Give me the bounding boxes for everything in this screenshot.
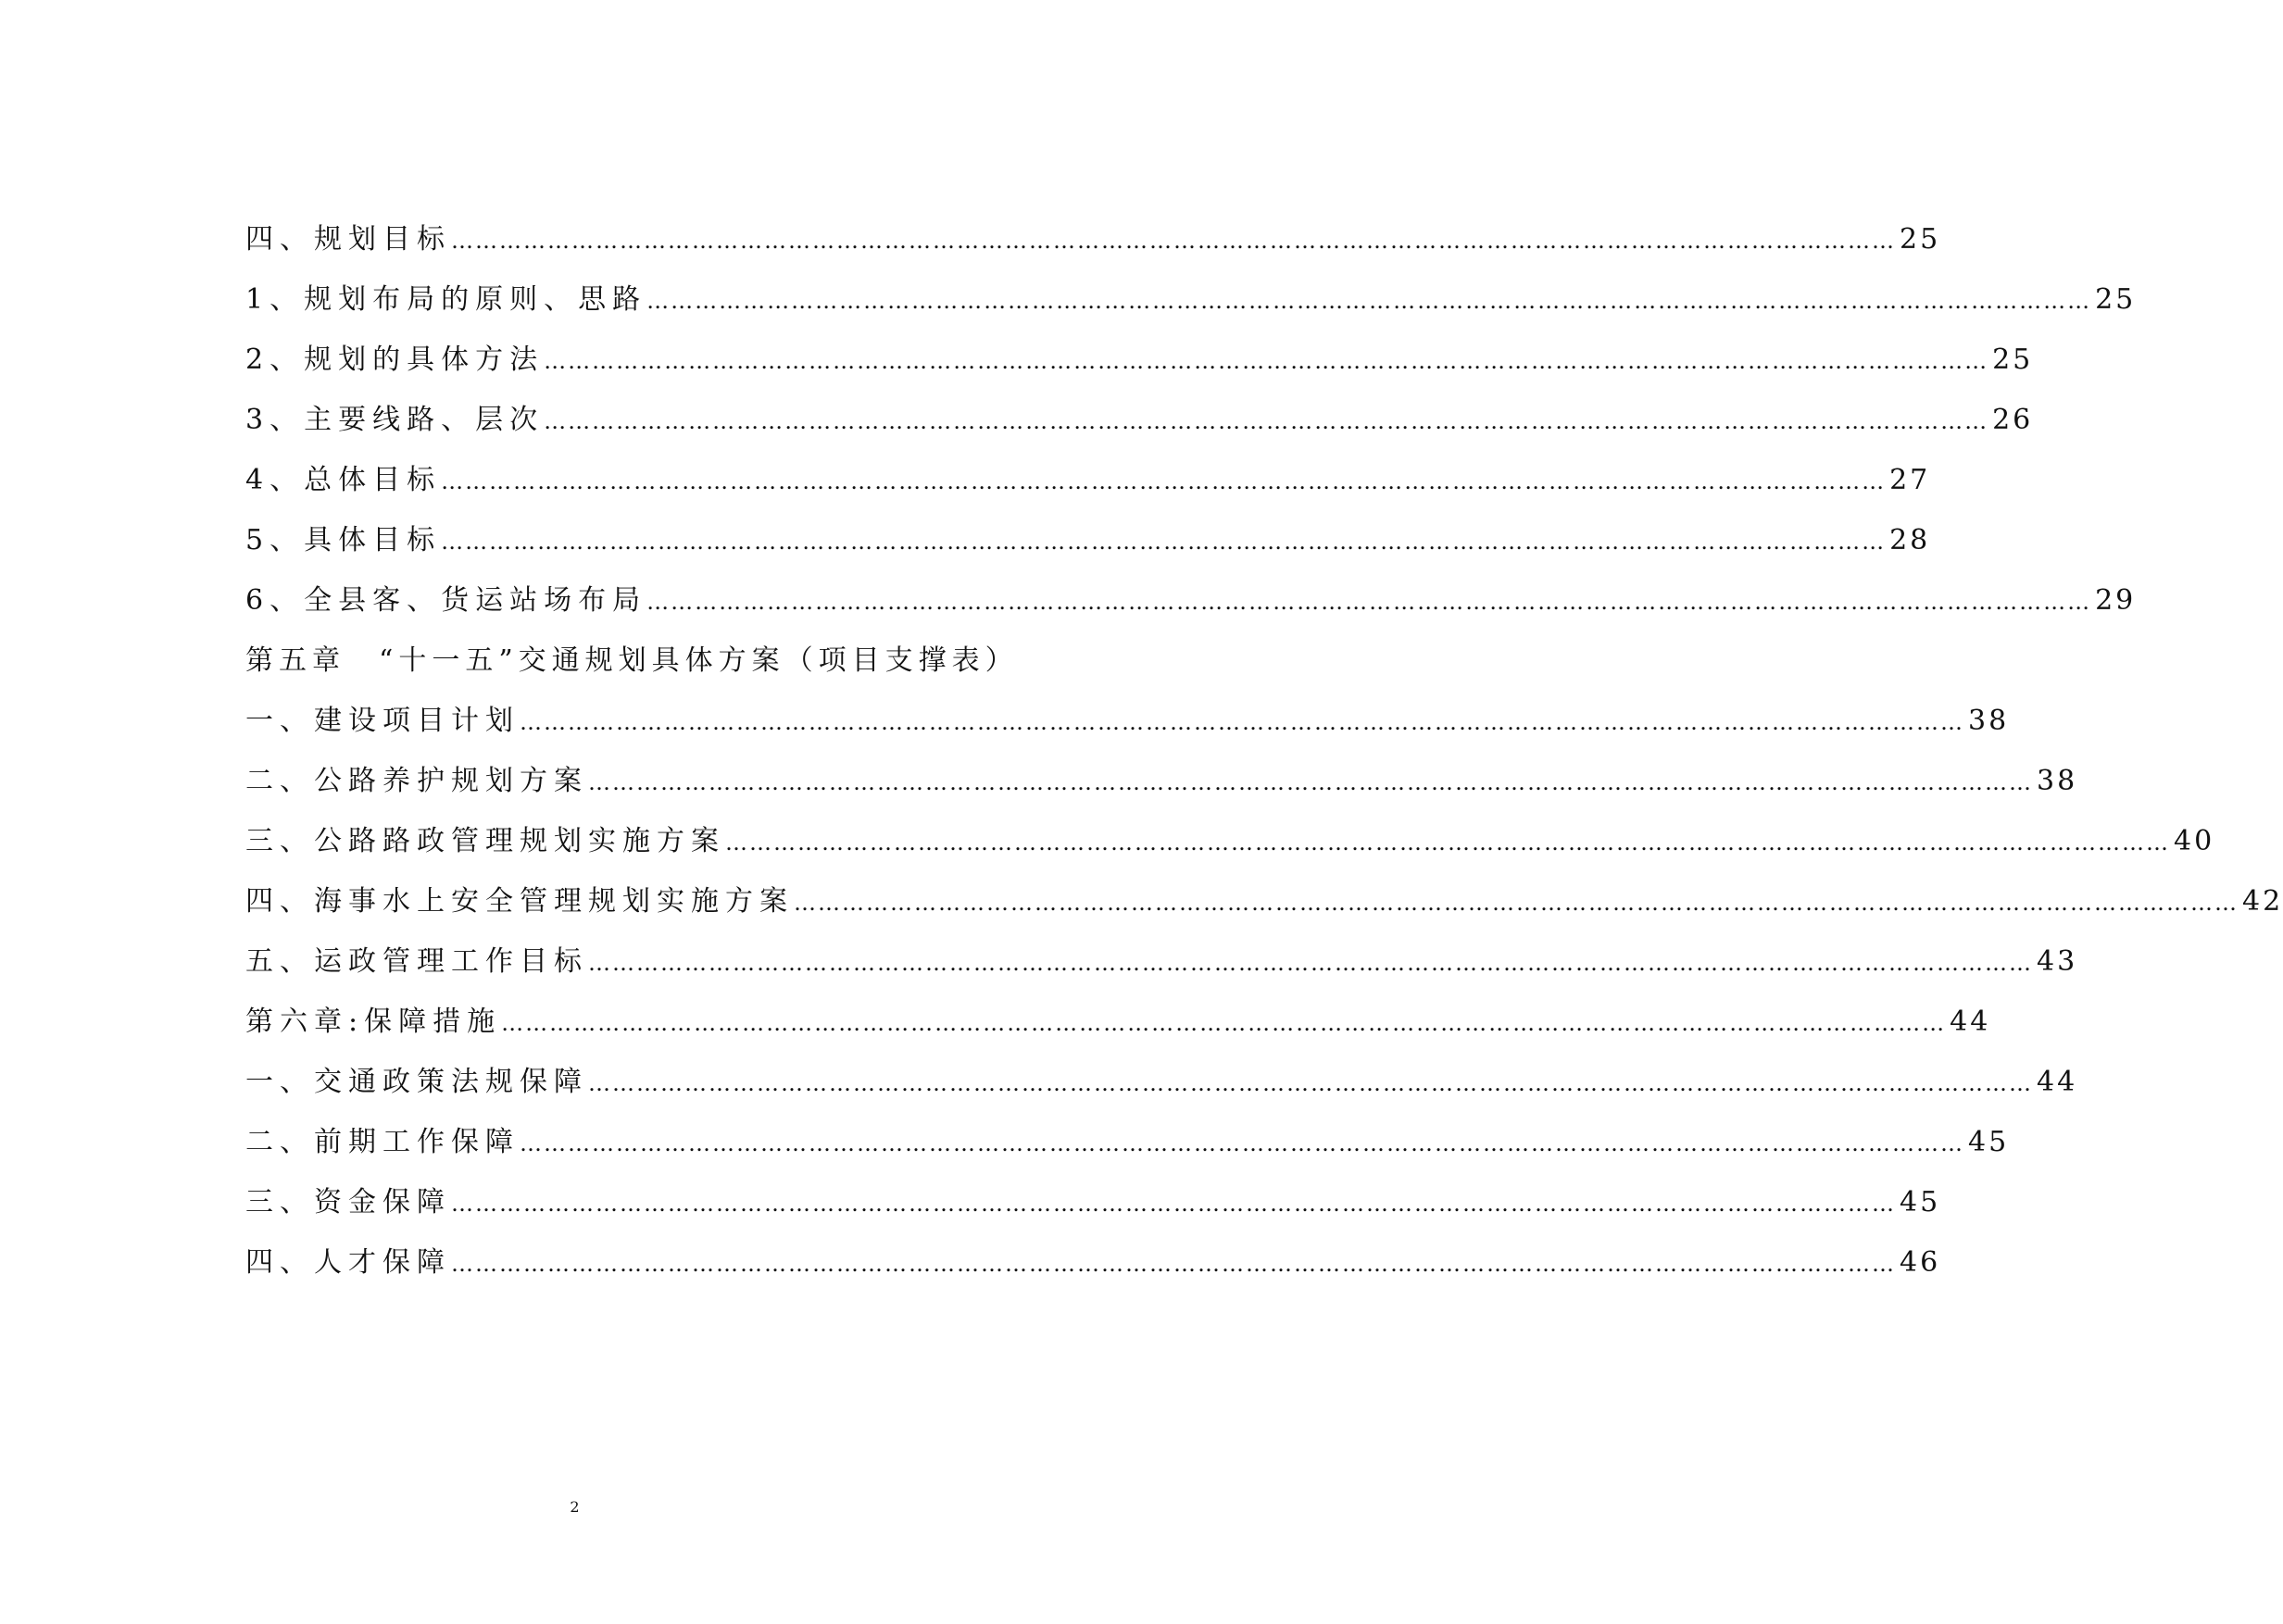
toc-leader-dots: ………………………………………………………………………………………………………………………………………………………………	[441, 529, 1887, 555]
toc-entry[interactable]	[245, 1232, 1941, 1293]
toc-entry-page: 25	[2095, 283, 2137, 316]
toc-entry[interactable]	[245, 330, 2034, 390]
toc-leader-dots: ………………………………………………………………………………………………………………………………………………………………	[520, 1131, 1964, 1156]
toc-entry-page: 38	[2037, 765, 2078, 797]
toc-entry-page: 46	[1900, 1246, 1941, 1279]
toc-entry-page: 44	[1950, 1006, 1991, 1038]
toc-entry[interactable]	[245, 390, 2034, 450]
toc-leader-dots: ………………………………………………………………………………………………………………………………………………………………	[451, 1191, 1896, 1217]
toc-leader-dots: ………………………………………………………………………………………………………………………………………………………………	[588, 1070, 2033, 1096]
toc-entry-title: 四、规划目标	[245, 223, 451, 256]
toc-entry-title: 二、公路养护规划方案	[245, 765, 588, 797]
toc-leader-dots: ………………………………………………………………………………………………………………………………………………………………	[588, 769, 2033, 795]
toc-leader-dots: ………………………………………………………………………………………………………………………………………………………………	[544, 408, 1989, 434]
toc-entry-page: 43	[2037, 945, 2078, 978]
toc-entry-title: 四、海事水上安全管理规划实施方案	[245, 885, 794, 918]
toc-entry-page: 45	[1900, 1186, 1941, 1218]
toc-entry-title: 三、资金保障	[245, 1186, 451, 1218]
toc-entry-page: 25	[1992, 344, 2034, 376]
toc-entry-title: 1、规划布局的原则、思路	[245, 283, 647, 316]
toc-entry-page: 40	[2174, 825, 2215, 857]
toc-entry-title: 四、人才保障	[245, 1246, 451, 1279]
toc-leader-dots: ………………………………………………………………………………………………………………………………………………………………	[725, 830, 2170, 856]
toc-entry-title: 五、运政管理工作目标	[245, 945, 588, 978]
toc-entry[interactable]	[245, 510, 1931, 570]
toc-entry-page: 42	[2242, 885, 2283, 918]
toc-entry-title: 一、交通政策法规保障	[245, 1066, 588, 1098]
toc-entry[interactable]	[245, 1052, 2078, 1112]
toc-leader-dots: ………………………………………………………………………………………………………………………………………………………………	[501, 1010, 1947, 1036]
toc-entry-title: 三、公路路政管理规划实施方案	[245, 825, 725, 857]
toc-entry-title: 2、规划的具体方法	[245, 344, 545, 376]
toc-entry[interactable]	[245, 871, 2283, 931]
toc-entry-page: 29	[2095, 584, 2137, 617]
toc-chapter-heading[interactable]	[245, 631, 1019, 691]
toc-entry-page: 44	[2037, 1066, 2078, 1098]
toc-entry[interactable]	[245, 269, 2137, 330]
toc-leader-dots: ………………………………………………………………………………………………………………………………………………………………	[441, 468, 1887, 494]
toc-chapter-title: 第五章 “十一五”交通规划具体方案（项目支撑表）	[245, 644, 1019, 677]
toc-entry-title: 一、建设项目计划	[245, 705, 520, 737]
toc-leader-dots: ………………………………………………………………………………………………………………………………………………………………	[520, 709, 1964, 735]
toc-leader-dots: ………………………………………………………………………………………………………………………………………………………………	[794, 890, 2239, 916]
toc-leader-dots: ………………………………………………………………………………………………………………………………………………………………	[451, 1251, 1896, 1277]
toc-entry-page: 26	[1992, 404, 2034, 436]
table-of-contents	[245, 209, 2283, 1293]
toc-entry[interactable]	[245, 450, 1931, 510]
toc-entry[interactable]	[245, 751, 2078, 811]
toc-leader-dots: ………………………………………………………………………………………………………………………………………………………………	[588, 950, 2033, 976]
toc-entry-title: 5、具体目标	[245, 524, 442, 556]
toc-entry-title: 4、总体目标	[245, 464, 442, 496]
toc-entry-page: 27	[1889, 464, 1931, 496]
toc-entry-title: 二、前期工作保障	[245, 1126, 520, 1158]
toc-entry-page: 38	[1968, 705, 2010, 737]
toc-leader-dots: ………………………………………………………………………………………………………………………………………………………………	[451, 228, 1896, 254]
toc-entry-title: 3、主要线路、层次	[245, 404, 545, 436]
toc-entry[interactable]	[245, 931, 2078, 992]
toc-entry[interactable]	[245, 992, 1991, 1052]
toc-leader-dots: ………………………………………………………………………………………………………………………………………………………………	[646, 589, 2092, 615]
toc-entry[interactable]	[245, 811, 2215, 871]
toc-entry[interactable]	[245, 1172, 1941, 1232]
toc-entry-page: 28	[1889, 524, 1931, 556]
toc-entry[interactable]	[245, 1112, 2010, 1172]
toc-entry-title: 6、全县客、货运站场布局	[245, 584, 647, 617]
toc-leader-dots: ………………………………………………………………………………………………………………………………………………………………	[646, 288, 2092, 314]
toc-entry[interactable]	[245, 209, 1941, 269]
toc-entry[interactable]	[245, 570, 2137, 631]
toc-entry[interactable]	[245, 691, 2010, 751]
page-number: 2	[570, 1498, 580, 1516]
toc-entry-page: 25	[1900, 223, 1941, 256]
toc-entry-page: 45	[1968, 1126, 2010, 1158]
toc-leader-dots: ………………………………………………………………………………………………………………………………………………………………	[544, 348, 1989, 374]
toc-entry-title: 第六章:保障措施	[245, 1006, 502, 1038]
